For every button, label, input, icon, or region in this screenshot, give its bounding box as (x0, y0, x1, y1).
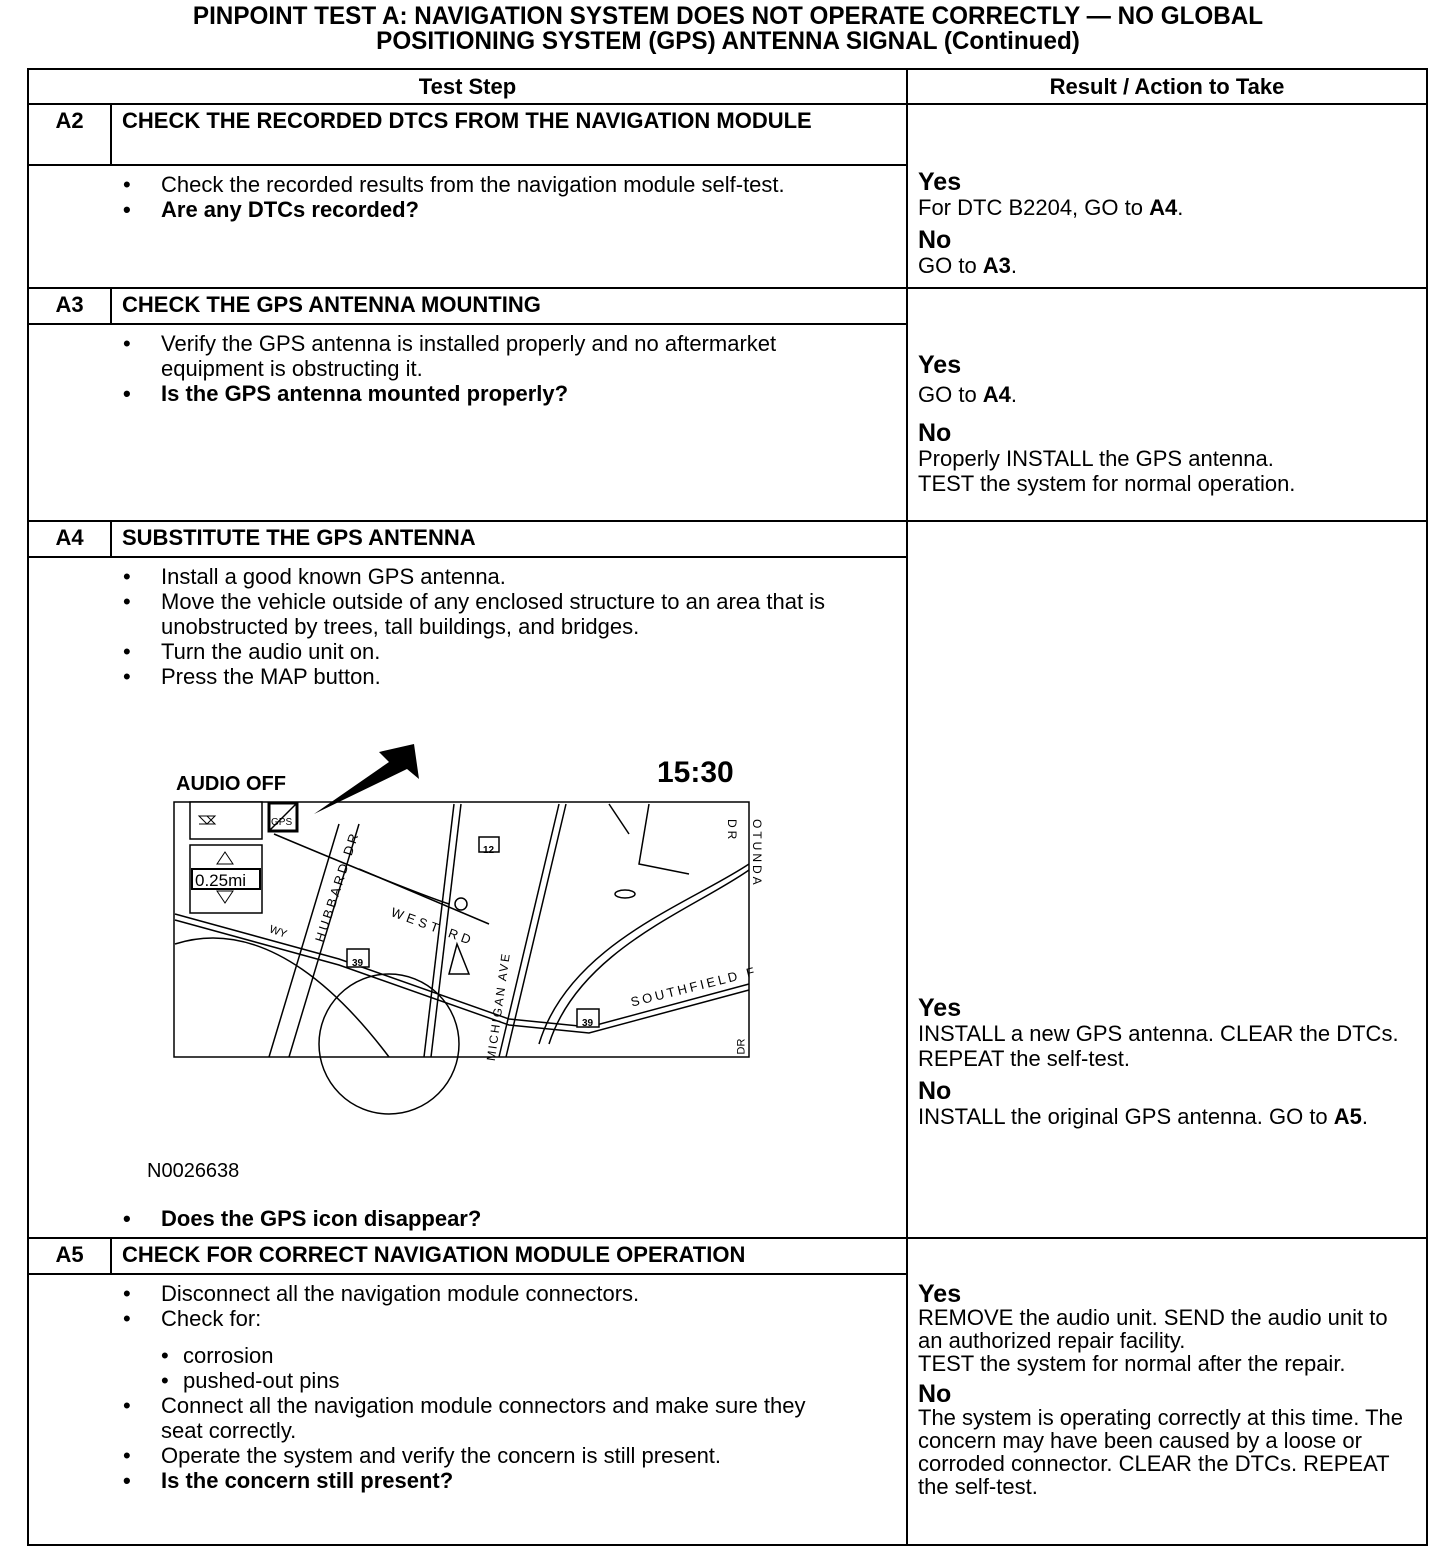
step-body (28, 165, 907, 288)
step-question: • Is the concern still present? (29, 1468, 896, 1493)
yes-action: TEST the system for normal after the repair. (918, 1351, 1346, 1376)
step-question: • Does the GPS icon disappear? (29, 1206, 896, 1231)
step-item: • Move the vehicle outside of any enclosed structure to an area that is unobstructed by trees, tall buildings, and bridges. (29, 589, 896, 639)
no-action: INSTALL the original GPS antenna. GO to A5. (918, 1104, 1369, 1129)
step-body (28, 557, 907, 1238)
yes-label: Yes (918, 168, 962, 196)
title-line-1: PINPOINT TEST A: NAVIGATION SYSTEM DOES NOT OPERATE CORRECTLY — NO GLOBAL (192, 2, 1264, 30)
pinpoint-test-table (27, 68, 1428, 1546)
result-cell (907, 521, 1427, 1238)
no-label: No (918, 1077, 952, 1105)
step-id: A4 (28, 521, 111, 557)
step-item: • Turn the audio unit on. (29, 639, 896, 664)
clock-label: 15:30 (657, 756, 734, 789)
yes-action: For DTC B2204, GO to A4. (918, 195, 1184, 220)
yes-label: Yes (918, 994, 962, 1022)
step-title: CHECK FOR CORRECT NAVIGATION MODULE OPERATION (111, 1238, 907, 1274)
street-label: SOUTHFIELD F (629, 963, 759, 1010)
street-label: HUBBARD DR (311, 829, 363, 944)
step-id: A2 (28, 104, 111, 165)
step-question: • Is the GPS antenna mounted properly? (29, 381, 896, 406)
no-label: No (918, 226, 952, 254)
step-item: • Disconnect all the navigation module connectors. (29, 1281, 896, 1306)
header-test-step: Test Step (28, 69, 907, 104)
audio-off-label: AUDIO OFF (176, 773, 286, 795)
result-cell (907, 104, 1427, 288)
step-body (28, 1274, 907, 1545)
route-12-shield: 12 (483, 845, 495, 856)
step-id: A5 (28, 1238, 111, 1274)
no-action: Properly INSTALL the GPS antenna. (918, 446, 1274, 471)
step-id: A3 (28, 288, 111, 324)
no-action: GO to A3. (918, 253, 1018, 278)
step-title: CHECK THE GPS ANTENNA MOUNTING (111, 288, 907, 324)
navigation-map-figure (89, 744, 789, 1164)
title-line-2: POSITIONING SYSTEM (GPS) ANTENNA SIGNAL (Continued) (376, 27, 1080, 55)
page-title (22, 4, 1434, 54)
map-scale-label[interactable]: 0.25mi (195, 871, 247, 890)
header-row (28, 69, 1427, 104)
step-question: • Are any DTCs recorded? (29, 197, 896, 222)
yes-label: Yes (918, 1280, 962, 1308)
step-item: • Check the recorded results from the navigation module self-test. (29, 172, 896, 197)
route-39-shield: 39 (352, 958, 364, 969)
street-label: OTUNDA DR (725, 819, 764, 888)
street-label: MICHIGAN AVE (483, 951, 513, 1062)
sub-item: • corrosion (29, 1343, 896, 1368)
map-drawing (89, 744, 789, 1164)
street-label: DR (735, 1038, 748, 1055)
step-item: • Verify the GPS antenna is installed properly and no aftermarket equipment is obstructing it. (29, 331, 896, 381)
gps-icon: GPS (271, 817, 293, 828)
header-result: Result / Action to Take (907, 69, 1427, 104)
step-body (28, 324, 907, 521)
step-item: • Press the MAP button. (29, 664, 896, 689)
no-action: The system is operating correctly at this time. The concern may have been caused by a loose or corroded connector. CLEAR the DTCs. REPEAT the self-test. (918, 1405, 1403, 1499)
yes-label: Yes (918, 351, 962, 379)
step-item: • Connect all the navigation module connectors and make sure they seat correctly. (29, 1393, 896, 1443)
no-label: No (918, 1380, 952, 1408)
street-label: WEST RD (389, 904, 477, 949)
step-title: SUBSTITUTE THE GPS ANTENNA (111, 521, 907, 557)
step-title: CHECK THE RECORDED DTCS FROM THE NAVIGATION MODULE (111, 104, 907, 165)
step-item: • Check for: (29, 1306, 896, 1331)
step-item: • Operate the system and verify the concern is still present. (29, 1443, 896, 1468)
step-item: • Install a good known GPS antenna. (29, 564, 896, 589)
yes-action: GO to A4. (918, 382, 1018, 407)
route-39-shield: 39 (582, 1018, 594, 1029)
yes-action: INSTALL a new GPS antenna. CLEAR the DTCs. REPEAT the self-test. (918, 1021, 1399, 1071)
sub-item: • pushed-out pins (29, 1368, 896, 1393)
no-action: TEST the system for normal operation. (918, 471, 1296, 496)
street-label: WY (267, 923, 289, 941)
figure-id: N0026638 (147, 1160, 240, 1182)
result-cell (907, 1238, 1427, 1545)
yes-action: REMOVE the audio unit. SEND the audio unit to an authorized repair facility. (918, 1305, 1388, 1353)
no-label: No (918, 419, 952, 447)
result-cell (907, 288, 1427, 521)
